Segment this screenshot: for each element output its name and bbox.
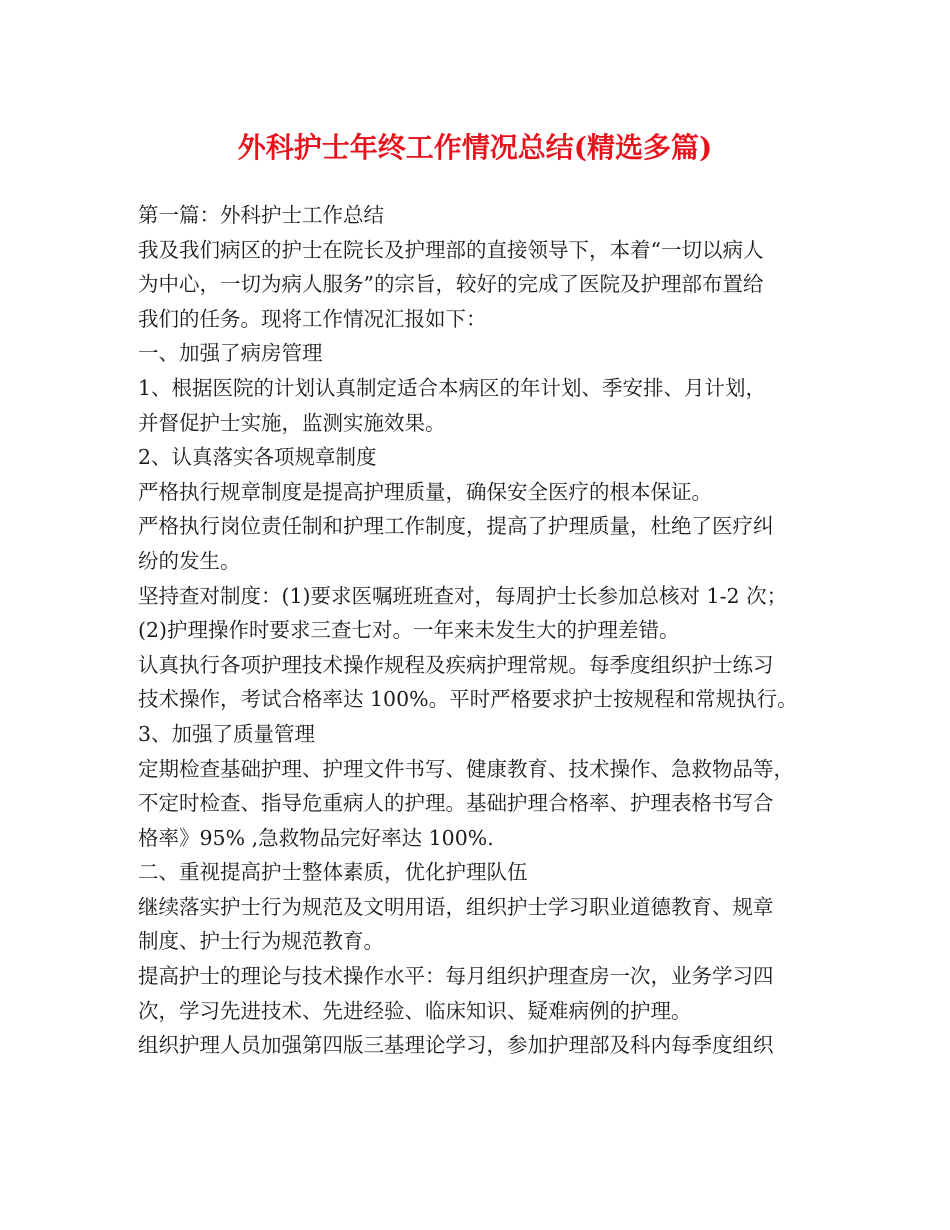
body-line: 纷的发生。 [138,548,241,573]
body-line: 坚持查对制度：(1)要求医嘱班班查对，每周护士长参加总核对 1-2 次； [138,583,788,608]
body-line: 并督促护士实施，监测实施效果。 [138,410,446,435]
body-line: 技术操作，考试合格率达 100%。平时严格要求护士按规程和常规执行。 [138,687,798,712]
body-line: 二、重视提高护士整体素质，优化护理队伍 [138,860,528,885]
document-body [138,198,828,1063]
body-line: 组织护理人员加强第四版三基理论学习，参加护理部及科内每季度组织 [138,1033,774,1058]
body-line: 我们的任务。现将工作情况汇报如下： [138,306,487,331]
body-line: 提高护士的理论与技术操作水平：每月组织护理查房一次，业务学习四 [138,964,774,989]
body-line: 1、根据医院的计划认真制定适合本病区的年计划、季安排、月计划， [138,375,767,400]
body-line: 认真执行各项护理技术操作规程及疾病护理常规。每季度组织护士练习 [138,652,774,677]
document-title: 外科护士年终工作情况总结(精选多篇) [237,131,713,164]
body-line: 为中心，一切为病人服务”的宗旨，较好的完成了医院及护理部布置给 [138,272,764,297]
body-line: 严格执行规章制度是提高护理质量，确保安全医疗的根本保证。 [138,479,712,504]
body-line: 次，学习先进技术、先进经验、临床知识、疑难病例的护理。 [138,998,692,1023]
body-line: 格率》95% ,急救物品完好率达 100%. [138,825,494,850]
body-line: 严格执行岗位责任制和护理工作制度，提高了护理质量，杜绝了医疗纠 [138,514,774,539]
body-line: 我及我们病区的护士在院长及护理部的直接领导下，本着“一切以病人 [138,237,764,262]
body-line: 制度、护士行为规范教育。 [138,929,384,954]
body-line: 3、加强了质量管理 [138,721,316,746]
body-line: 不定时检查、指导危重病人的护理。基础护理合格率、护理表格书写合 [138,791,774,816]
body-line: 2、认真落实各项规章制度 [138,445,377,470]
body-line: 一、加强了病房管理 [138,341,323,366]
body-line: 继续落实护士行为规范及文明用语，组织护士学习职业道德教育、规章 [138,894,774,919]
body-line: 第一篇：外科护士工作总结 [138,203,384,227]
body-line: 定期检查基础护理、护理文件书写、健康教育、技术操作、急救物品等， [138,756,794,781]
body-line: (2)护理操作时要求三查七对。一年来未发生大的护理差错。 [138,618,680,643]
